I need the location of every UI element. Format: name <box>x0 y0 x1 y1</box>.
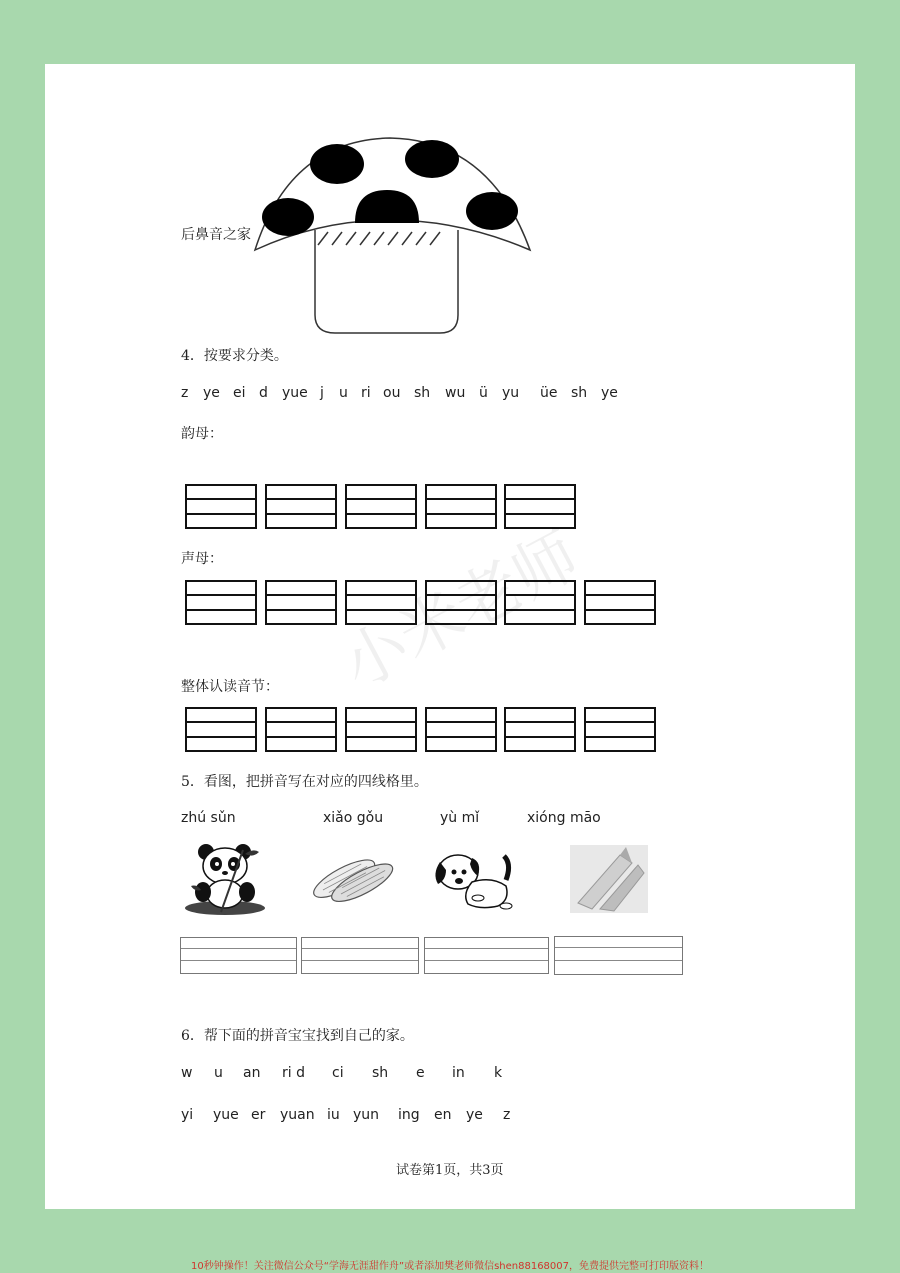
writing-grid[interactable] <box>265 707 337 752</box>
pinyin-letter: yun <box>353 1107 380 1123</box>
writing-grid[interactable] <box>185 707 257 752</box>
pinyin-letter: sh <box>372 1065 389 1081</box>
pinyin-letter: üe <box>540 385 558 401</box>
writing-grid[interactable] <box>425 484 497 529</box>
writing-grid[interactable] <box>554 936 683 975</box>
yunmu-label: 韵母： <box>181 426 223 442</box>
pinyin-letter: z <box>503 1107 511 1123</box>
pinyin-letter: u <box>214 1065 223 1081</box>
writing-grid[interactable] <box>185 484 257 529</box>
writing-grid[interactable] <box>584 707 656 752</box>
watermark: 小米老师 <box>330 518 592 705</box>
pinyin-letter: w <box>181 1065 193 1081</box>
writing-grid[interactable] <box>345 484 417 529</box>
pinyin-word: xiǎo gǒu <box>323 810 384 826</box>
pinyin-letter: ing <box>398 1107 420 1123</box>
writing-grid[interactable] <box>301 937 419 974</box>
pinyin-letter: d <box>259 385 268 401</box>
q6-row-2 <box>0 1107 900 1127</box>
writing-grid[interactable] <box>425 707 497 752</box>
pinyin-letter: an <box>243 1065 261 1081</box>
pinyin-letter: yue <box>282 385 308 401</box>
pinyin-word: xióng māo <box>527 810 601 826</box>
pinyin-word: zhú sǔn <box>181 810 236 826</box>
pinyin-letter: k <box>494 1065 503 1081</box>
pinyin-letter: z <box>181 385 189 401</box>
pinyin-letter: ri d <box>282 1065 305 1081</box>
mushroom-label: 后鼻音之家 <box>181 227 251 243</box>
question-5-title: 5．看图，把拼音写在对应的四线格里。 <box>181 774 428 790</box>
pinyin-letter: iu <box>327 1107 340 1123</box>
mushroom-drawing <box>250 135 535 340</box>
pinyin-letter: e <box>416 1065 425 1081</box>
pinyin-letter: yue <box>213 1107 239 1123</box>
writing-grid[interactable] <box>180 937 297 974</box>
pinyin-letter: ü <box>479 385 488 401</box>
pinyin-letter: yi <box>181 1107 194 1123</box>
pinyin-letter: ri <box>361 385 371 401</box>
zhengti-label: 整体认读音节： <box>181 679 279 695</box>
writing-grid[interactable] <box>584 580 656 625</box>
writing-grid[interactable] <box>345 707 417 752</box>
page-number: 试卷第1页，共3页 <box>396 1163 504 1178</box>
shengmu-label: 声母： <box>181 551 223 567</box>
pinyin-letter: er <box>251 1107 266 1123</box>
pinyin-letter: j <box>320 385 324 401</box>
pinyin-letter: ye <box>601 385 618 401</box>
q6-row-1 <box>0 1065 900 1085</box>
pinyin-letter: ei <box>233 385 246 401</box>
promo-banner: 10秒钟操作！关注微信公众号“学海无涯甜作舟”或者添加樊老师微信shen88168007，免费提供完整可打印版资料！ <box>190 1261 710 1272</box>
pinyin-letter: u <box>339 385 348 401</box>
writing-grid[interactable] <box>265 580 337 625</box>
pinyin-letter: in <box>452 1065 465 1081</box>
q4-letter-row <box>0 385 900 405</box>
pinyin-letter: sh <box>571 385 588 401</box>
pinyin-letter: ci <box>332 1065 344 1081</box>
question-6-title: 6．帮下面的拼音宝宝找到自己的家。 <box>181 1028 414 1044</box>
writing-grid[interactable] <box>265 484 337 529</box>
pinyin-letter: yu <box>502 385 520 401</box>
question-4-title: 4．按要求分类。 <box>181 348 288 364</box>
writing-grid[interactable] <box>504 707 576 752</box>
corn-image <box>311 846 397 910</box>
pinyin-letter: ou <box>383 385 401 401</box>
pinyin-letter: ye <box>466 1107 483 1123</box>
pinyin-letter: sh <box>414 385 431 401</box>
writing-grid[interactable] <box>185 580 257 625</box>
writing-grid[interactable] <box>424 937 549 974</box>
pinyin-word: yù mǐ <box>440 810 480 826</box>
pinyin-letter: yuan <box>280 1107 315 1123</box>
puppy-image <box>432 850 516 912</box>
pinyin-letter: en <box>434 1107 452 1123</box>
panda-image <box>181 842 267 916</box>
bamboo-shoot-image <box>570 845 648 913</box>
pinyin-letter: ye <box>203 385 220 401</box>
pinyin-letter: wu <box>445 385 466 401</box>
